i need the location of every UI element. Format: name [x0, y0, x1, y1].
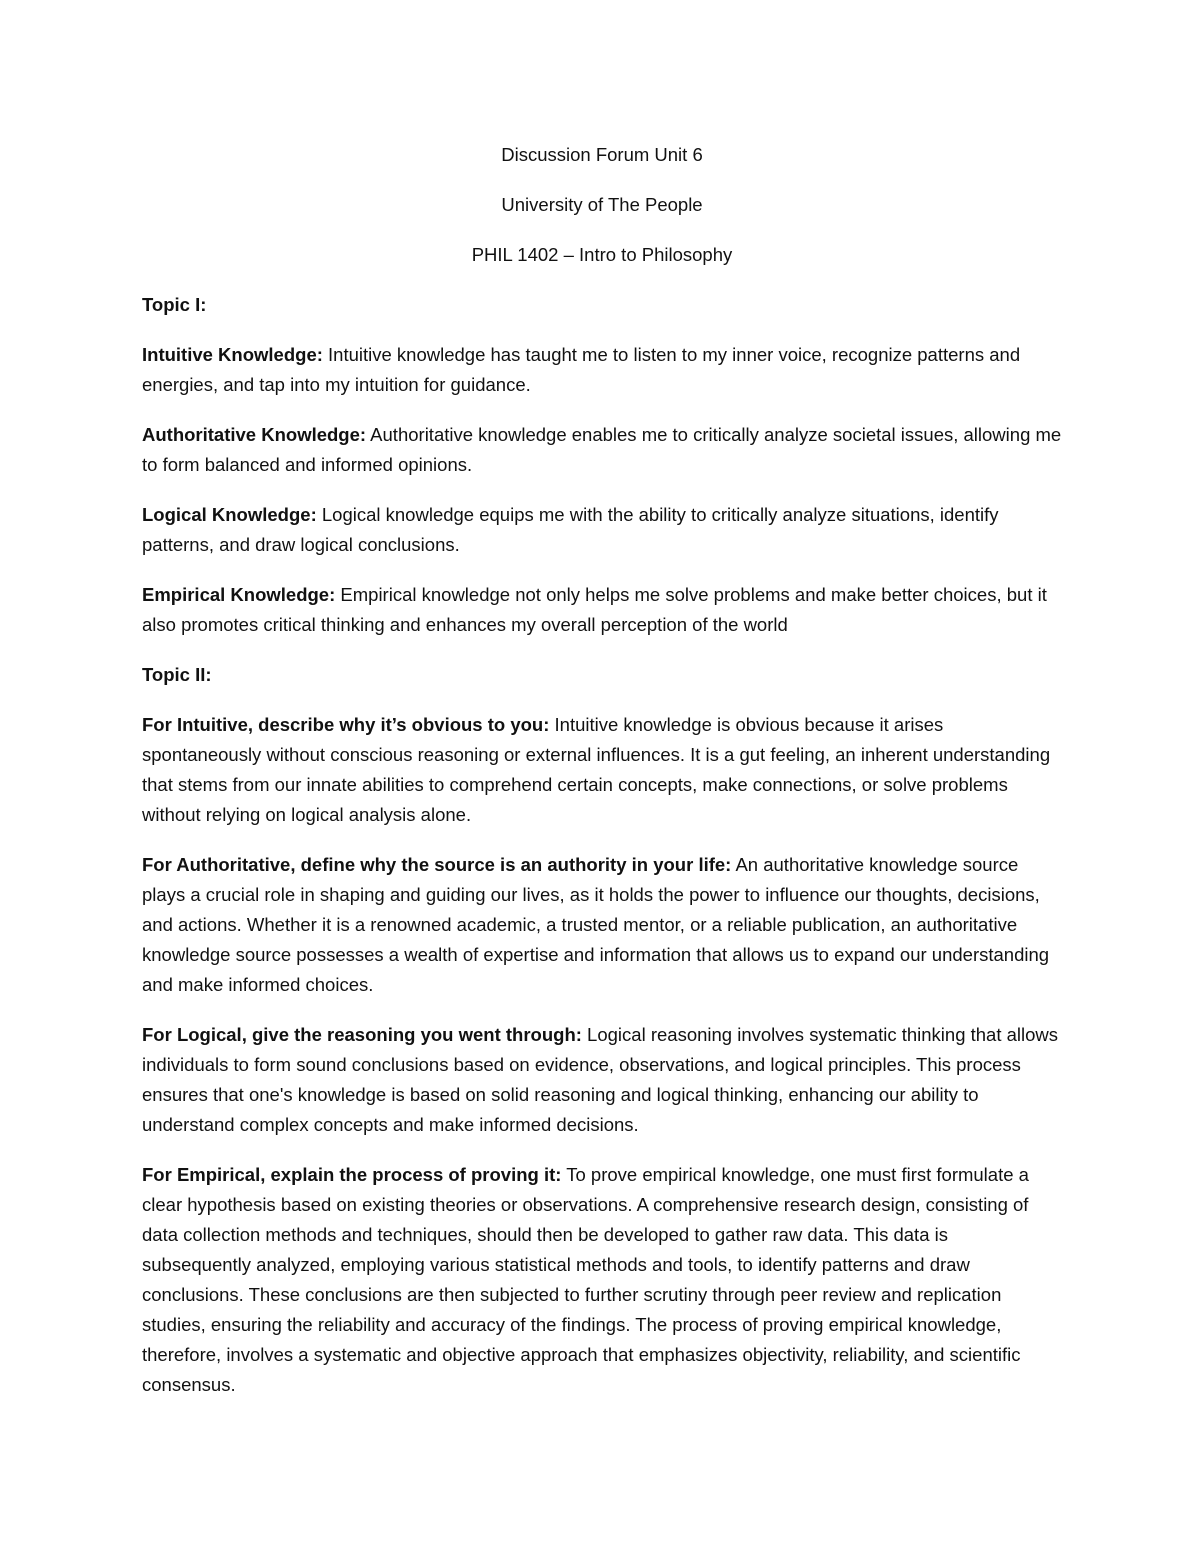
topic-1-logical-paragraph — [142, 500, 1062, 560]
topic-1-empirical-paragraph — [142, 580, 1062, 640]
paragraph-text: Intuitive knowledge has taught me to listen to my inner voice, recognize patterns and energies, and tap into my intuition for guidance. — [142, 344, 1021, 395]
paragraph-text: Authoritative knowledge enables me to critically analyze societal issues, allowing me to form balanced and informed opinions. — [142, 424, 1062, 475]
paragraph-text: Empirical knowledge not only helps me solve problems and make better choices, but it also promotes critical thinking and enhances my overall perception of the world — [142, 584, 1047, 635]
paragraph-term: For Intuitive, describe why it’s obvious to you: — [142, 714, 550, 735]
topic-2-authoritative-paragraph — [142, 850, 1062, 1000]
topic-2-intuitive-paragraph — [142, 710, 1062, 830]
topic-2-heading: Topic II: — [142, 664, 212, 685]
paragraph-term: Empirical Knowledge: — [142, 584, 336, 605]
paragraph-text: Logical knowledge equips me with the ability to critically analyze situations, identify patterns, and draw logical conclusions. — [142, 504, 999, 555]
paragraph-term: Intuitive Knowledge: — [142, 344, 323, 365]
topic-1-intuitive-paragraph — [142, 340, 1062, 400]
topic-2-logical-paragraph — [142, 1020, 1062, 1140]
topic-1-heading: Topic I: — [142, 294, 207, 315]
paragraph-text: Logical reasoning involves systematic thinking that allows individuals to form sound conclusions based on evidence, observations, and logical principles. This process ensures that one's knowledge is based on solid reasoning and logical thinking, enhancing our ability to understand complex concepts and make informed decisions. — [142, 1024, 1059, 1135]
topic-2-empirical-paragraph — [142, 1160, 1062, 1400]
paragraph-text: To prove empirical knowledge, one must first formulate a clear hypothesis based on existing theories or observations. A comprehensive research design, consisting of data collection methods and techniques, should then be developed to gather raw data. This data is subsequently analyzed, employing various statistical methods and tools, to identify patterns and draw conclusions. These conclusions are then subjected to further scrutiny through peer review and replication studies, ensuring the reliability and accuracy of the findings. The process of proving empirical knowledge, therefore, involves a systematic and objective approach that emphasizes objectivity, reliability, and scientific consensus. — [142, 1164, 1029, 1395]
paragraph-term: For Logical, give the reasoning you went through: — [142, 1024, 582, 1045]
document-body — [142, 140, 1062, 1420]
document-title: Discussion Forum Unit 6 — [501, 144, 703, 165]
course-name: PHIL 1402 – Intro to Philosophy — [471, 244, 733, 265]
institution-name: University of The People — [501, 194, 703, 215]
paragraph-text: Intuitive knowledge is obvious because it arises spontaneously without conscious reasoning or external influences. It is a gut feeling, an inherent understanding that stems from our innate abilities to comprehend certain concepts, make connections, or solve problems without relying on logical analysis alone. — [142, 714, 1051, 825]
paragraph-term: For Empirical, explain the process of proving it: — [142, 1164, 562, 1185]
paragraph-text: An authoritative knowledge source plays a crucial role in shaping and guiding our lives, as it holds the power to influence our thoughts, decisions, and actions. Whether it is a renowned academic, a trusted mentor, or a reliable publication, an authoritative knowledge source possesses a wealth of expertise and information that allows us to expand our understanding and make informed choices. — [142, 854, 1050, 995]
paragraph-term: Logical Knowledge: — [142, 504, 317, 525]
topic-1-authoritative-paragraph — [142, 420, 1062, 480]
paragraph-term: Authoritative Knowledge: — [142, 424, 367, 445]
paragraph-term: For Authoritative, define why the source is an authority in your life: — [142, 854, 732, 875]
